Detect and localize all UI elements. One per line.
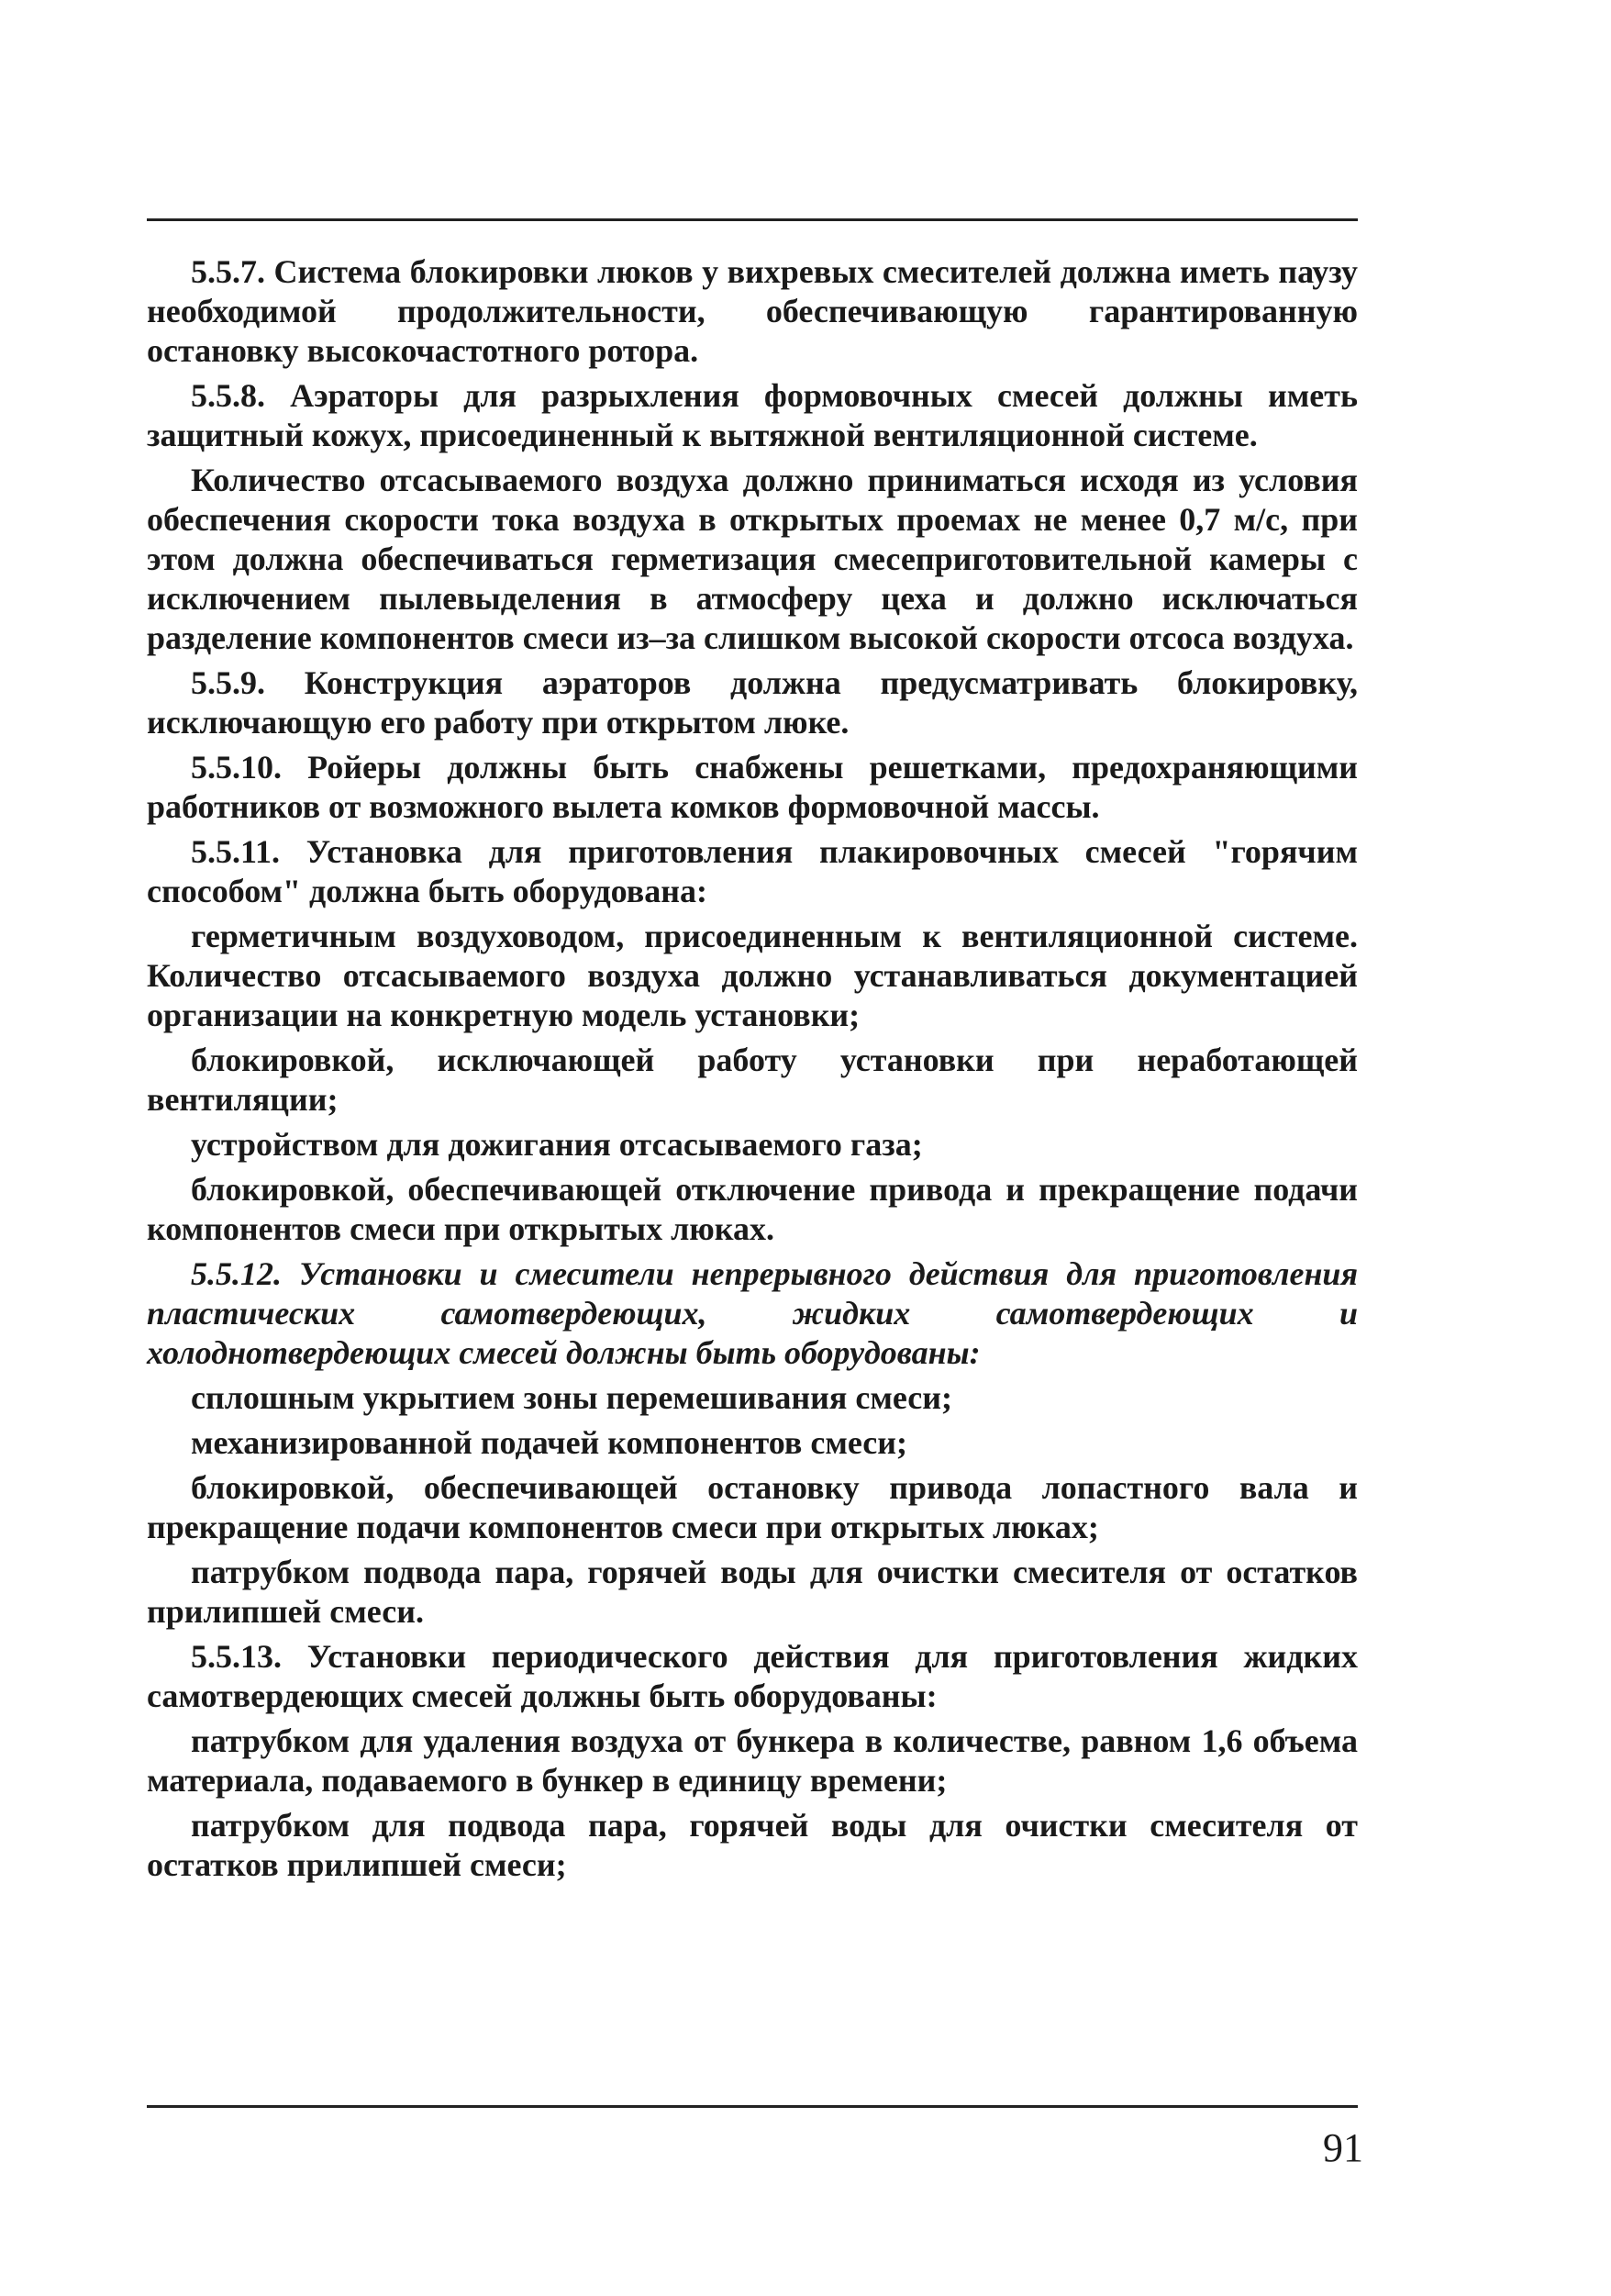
paragraph-5-5-9: 5.5.9. Конструкция аэраторов должна предусматривать блокировку, исключающую его работу при открытом люке. — [147, 664, 1358, 741]
paragraph-air-volume: Количество отсасываемого воздуха должно приниматься исходя из условия обеспечения скорости тока воздуха в открытых проемах не менее 0,7 м/с, при этом должна обеспечиваться герметизация смесеприготовительной камеры с исключением пылевыделения в атмосферу цеха и должно исключаться разделение компонентов смеси из–за слишком высокой скорости отсоса воздуха. — [147, 462, 1358, 656]
list-item-ventilation-interlock: блокировкой, исключающей работу установки при неработающей вентиляции; — [147, 1042, 1358, 1118]
paragraph-5-5-7: 5.5.7. Система блокировки люков у вихревых смесителей должна иметь паузу необходимой продолжительности, обеспечивающую гарантированную остановку высокочастотного ротора. — [147, 253, 1358, 369]
list-item-air-duct: герметичным воздуховодом, присоединенным к вентиляционной системе. Количество отсасываемого воздуха должно устанавливаться документацией организации на конкретную модель установки; — [147, 918, 1358, 1033]
top-rule — [147, 218, 1358, 221]
paragraph-5-5-11: 5.5.11. Установка для приготовления плакировочных смесей "горячим способом" должна быть оборудована: — [147, 833, 1358, 909]
list-item-afterburner: устройством для дожигания отсасываемого газа; — [191, 1126, 923, 1163]
list-item-mixing-cover: сплошным укрытием зоны перемешивания смеси; — [191, 1379, 952, 1416]
list-item-steam-supply-pipe: патрубком для подвода пара, горячей воды для очистки смесителя от остатков прилипшей смеси; — [147, 1807, 1358, 1883]
list-item-steam-pipe: патрубком подвода пара, горячей воды для очистки смесителя от остатков прилипшей смеси. — [147, 1554, 1358, 1630]
bottom-rule — [147, 2105, 1358, 2108]
paragraph-5-5-12: 5.5.12. Установки и смесители непрерывного действия для приготовления пластических самотвердеющих, жидких самотвердеющих и холоднотвердеющих смесей должны быть оборудованы: — [147, 1255, 1358, 1371]
page-body — [147, 252, 1358, 1890]
paragraph-5-5-13: 5.5.13. Установки периодического действия для приготовления жидких самотвердеющих смесей должны быть оборудованы: — [147, 1638, 1358, 1714]
paragraph-5-5-8: 5.5.8. Аэраторы для разрыхления формовочных смесей должны иметь защитный кожух, присоединенный к вытяжной вентиляционной системе. — [147, 377, 1358, 453]
list-item-air-removal-pipe: патрубком для удаления воздуха от бункера в количестве, равном 1,6 объема материала, подаваемого в бункер в единицу времени; — [147, 1722, 1358, 1799]
list-item-drive-interlock: блокировкой, обеспечивающей отключение привода и прекращение подачи компонентов смеси при открытых люках. — [147, 1171, 1358, 1247]
list-item-mechanized-feed: механизированной подачей компонентов смеси; — [191, 1424, 907, 1461]
page-number: 91 — [1323, 2125, 1363, 2170]
list-item-shaft-interlock: блокировкой, обеспечивающей остановку привода лопастного вала и прекращение подачи компонентов смеси при открытых люках; — [147, 1469, 1358, 1545]
paragraph-5-5-10: 5.5.10. Ройеры должны быть снабжены решетками, предохраняющими работников от возможного вылета комков формовочной массы. — [147, 749, 1358, 825]
